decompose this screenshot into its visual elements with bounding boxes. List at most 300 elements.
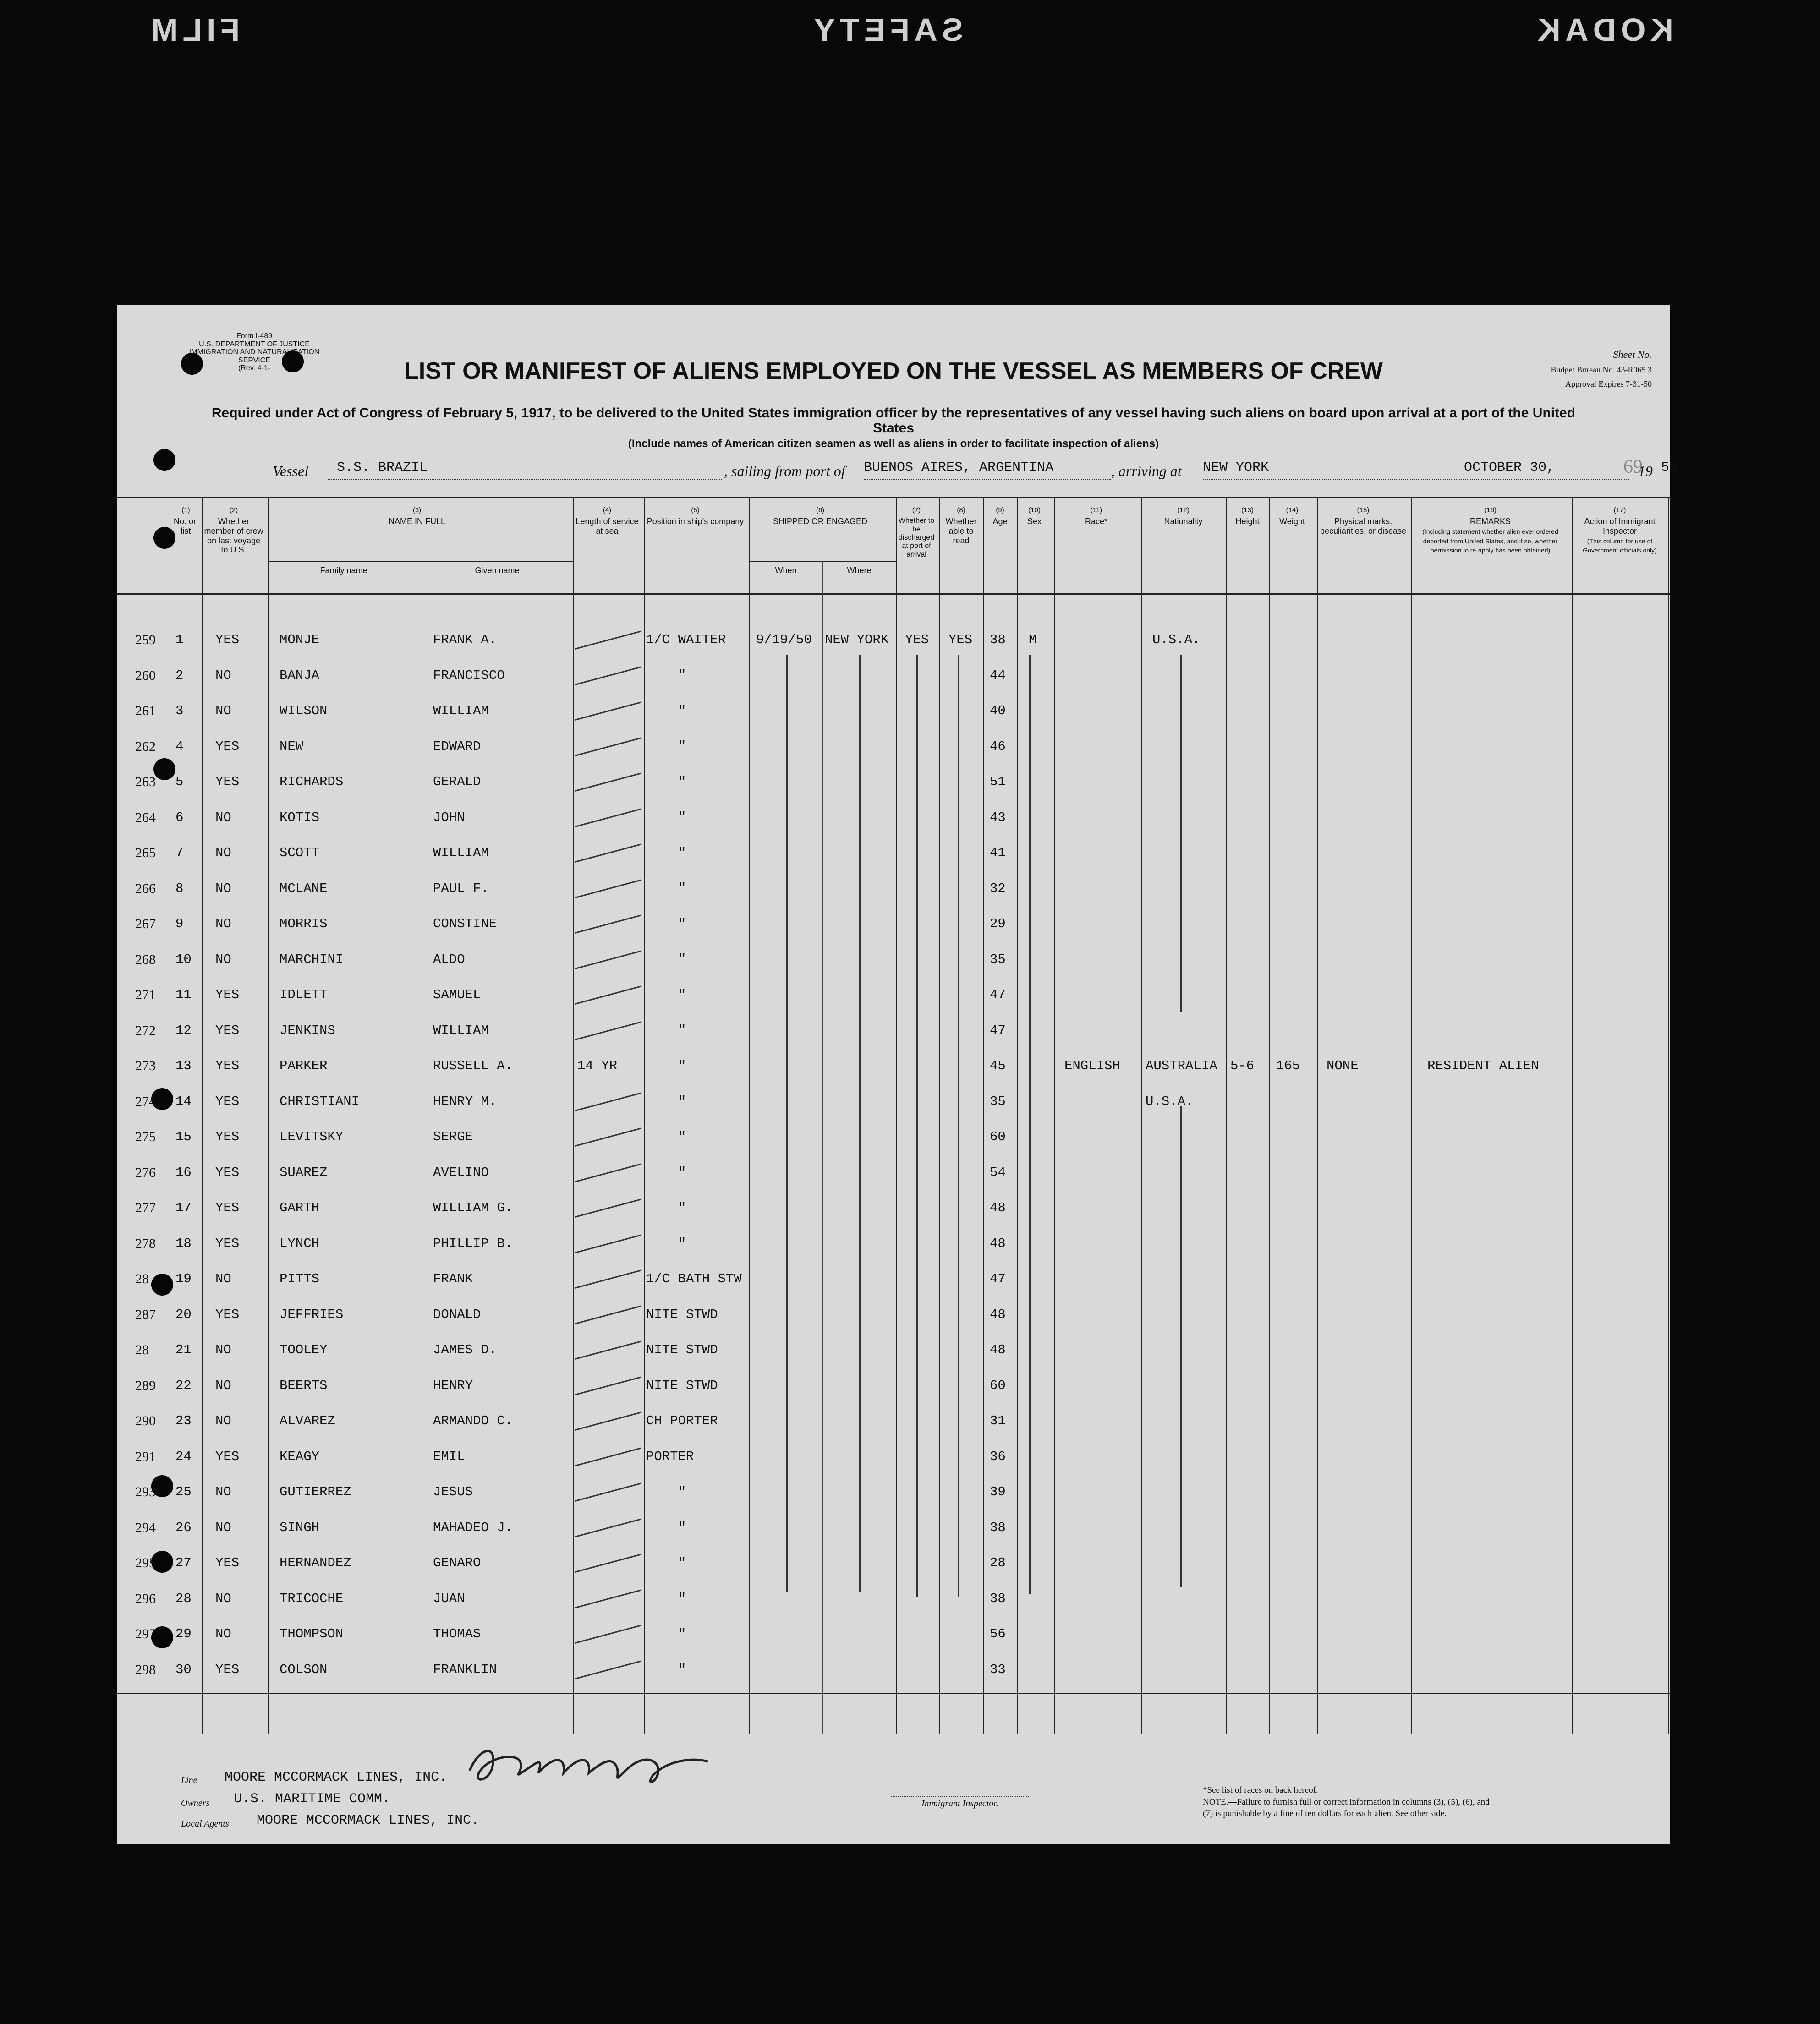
table-row: [117, 628, 1670, 655]
cell-position: ": [678, 1484, 686, 1499]
cell-position: ": [678, 1200, 686, 1215]
cell-hand: 268: [135, 952, 156, 967]
cell-prev: NO: [215, 810, 231, 825]
cell-position: ": [678, 1094, 686, 1109]
col-header-remarks: (16) REMARKS (Including statement whether alien ever ordered deported from United States, and if so, whether permission to re-apply has been obtained): [1422, 506, 1558, 554]
cell-age: 32: [990, 881, 1006, 896]
cell-age: 35: [990, 1094, 1006, 1109]
cell-given: EMIL: [433, 1449, 465, 1464]
cell-hand: 294: [135, 1520, 156, 1535]
cell-prev: YES: [215, 1023, 240, 1038]
arrival-year: 50: [1661, 460, 1678, 476]
cell-given: FRANK: [433, 1271, 473, 1286]
cell-position: ": [678, 1236, 686, 1251]
arrival-date: OCTOBER 30,: [1464, 460, 1555, 476]
ditto-line: [1180, 1106, 1182, 1587]
cell-given: GENARO: [433, 1555, 481, 1570]
cell-no: 22: [175, 1378, 192, 1393]
cell-age: 40: [990, 703, 1006, 718]
cell-no: 21: [175, 1342, 192, 1357]
cell-position: ": [678, 667, 686, 683]
cell-no: 13: [175, 1058, 192, 1073]
cell-position: ": [678, 1662, 686, 1677]
cell-prev: NO: [215, 703, 231, 718]
cell-given: ARMANDO C.: [433, 1413, 513, 1428]
cell-family: TRICOCHE: [280, 1591, 344, 1606]
cell-prev: NO: [215, 1342, 231, 1357]
ditto-line: [859, 655, 861, 1592]
cell-family: IDLETT: [280, 987, 328, 1002]
line-label: Line: [181, 1775, 197, 1785]
punch-hole: [153, 449, 175, 471]
ditto-line: [1180, 655, 1182, 1012]
approval-expiry: Approval Expires 7-31-50: [1565, 379, 1652, 388]
cell-family: SUAREZ: [280, 1165, 328, 1180]
cell-no: 15: [175, 1129, 192, 1144]
col-header-service: (4) Length of service at sea: [576, 506, 639, 536]
cell-given: SERGE: [433, 1129, 473, 1144]
cell-prev: NO: [215, 1378, 231, 1393]
table-row: [117, 841, 1670, 868]
cell-position: ": [678, 774, 686, 789]
page-title: LIST OR MANIFEST OF ALIENS EMPLOYED ON THE VESSEL AS MEMBERS OF CREW: [404, 358, 1383, 384]
cell-age: 38: [990, 1520, 1006, 1535]
page-instruction: (Include names of American citizen seamen as well as aliens in order to facilitate inspection of aliens): [628, 438, 1159, 450]
col-header-name: (3) NAME IN FULL: [388, 506, 446, 526]
col-header-discharged: (7) Whether to be discharged at port of arrival: [898, 506, 935, 558]
cell-hand: 272: [135, 1023, 156, 1038]
table-row: [117, 1515, 1670, 1543]
cell-position: ": [678, 703, 686, 718]
col-header-race: (11) Race*: [1085, 506, 1108, 526]
cell-hand: 296: [135, 1591, 156, 1606]
vessel-underline: [328, 479, 722, 480]
table-row: [117, 1586, 1670, 1614]
cell-no: 1: [175, 632, 184, 647]
sailing-port: BUENOS AIRES, ARGENTINA: [864, 460, 1054, 476]
cell-no: 25: [175, 1484, 192, 1499]
cell-given: JOHN: [433, 810, 465, 825]
cell-position: ": [678, 738, 686, 754]
cell-family: LEVITSKY: [280, 1129, 344, 1144]
cell-age: 56: [990, 1626, 1006, 1641]
table-row: [117, 1373, 1670, 1401]
sheet-number-label: Sheet No.: [1613, 349, 1652, 360]
cell-age: 31: [990, 1413, 1006, 1428]
table-row: [117, 1125, 1670, 1152]
table-row: [117, 1054, 1670, 1081]
table-row: [117, 947, 1670, 975]
cell-prev: NO: [215, 667, 231, 683]
cell-no: 11: [175, 987, 192, 1002]
table-top-rule: [117, 497, 1670, 498]
cell-family: MCLANE: [280, 881, 328, 896]
table-header-rule: [117, 593, 1670, 595]
cell-position: ": [678, 987, 686, 1002]
cell-prev: NO: [215, 1271, 231, 1286]
cell-no: 16: [175, 1165, 192, 1180]
cell-age: 33: [990, 1662, 1006, 1677]
table-row: [117, 1338, 1670, 1365]
table-row: [117, 1444, 1670, 1472]
cell-given: HENRY: [433, 1378, 473, 1393]
cell-family: SINGH: [280, 1520, 320, 1535]
ditto-line: [1029, 655, 1031, 1594]
cell-hand: 275: [135, 1129, 156, 1144]
table-row: [117, 876, 1670, 904]
cell-prev: NO: [215, 1413, 231, 1428]
col-header-where: Where: [847, 566, 872, 575]
col-header-nationality: (12) Nationality: [1164, 506, 1203, 526]
cell-family: NEW: [280, 738, 304, 754]
table-row: [117, 1551, 1670, 1578]
date-underline: [1459, 479, 1629, 480]
cell-position: PORTER: [646, 1449, 694, 1464]
cell-family: JENKINS: [280, 1023, 335, 1038]
cell-weight: 165: [1276, 1058, 1300, 1073]
cell-given: WILLIAM: [433, 703, 489, 718]
cell-given: JAMES D.: [433, 1342, 497, 1357]
col-header-able-to-read: (8) Whether able to read: [945, 506, 977, 545]
cell-age: 47: [990, 1271, 1006, 1286]
cell-position: ": [678, 1555, 686, 1570]
col-header-when: When: [775, 566, 797, 575]
cell-age: 48: [990, 1307, 1006, 1322]
table-row: [117, 1409, 1670, 1436]
cell-family: SCOTT: [280, 845, 320, 860]
cell-family: HERNANDEZ: [280, 1555, 351, 1570]
col-header-position: (5) Position in ship's company: [647, 506, 744, 526]
cell-no: 14: [175, 1094, 192, 1109]
cell-family: PARKER: [280, 1058, 328, 1073]
cell-prev: YES: [215, 632, 240, 647]
cell-no: 26: [175, 1520, 192, 1535]
ditto-line: [916, 655, 918, 1597]
table-row: [117, 734, 1670, 762]
table-row: [117, 912, 1670, 939]
cell-hand: 262: [135, 738, 156, 754]
cell-age: 45: [990, 1058, 1006, 1073]
cell-race: ENGLISH: [1064, 1058, 1120, 1073]
cell-nationality: AUSTRALIA: [1146, 1058, 1217, 1073]
cell-hand: 263: [135, 774, 156, 789]
col-header-shipped: (6) SHIPPED OR ENGAGED: [773, 506, 868, 526]
table-row: [117, 699, 1670, 726]
cell-hand: 259: [135, 632, 156, 647]
cell-given: AVELINO: [433, 1165, 489, 1180]
cell-family: RICHARDS: [280, 774, 344, 789]
cell-no: 24: [175, 1449, 192, 1464]
table-row: [117, 1160, 1670, 1188]
cell-age: 44: [990, 667, 1006, 683]
cell-given: FRANCISCO: [433, 667, 505, 683]
table-bottom-rule: [117, 1693, 1670, 1694]
cell-age: 60: [990, 1378, 1006, 1393]
table-row: [117, 770, 1670, 797]
vessel-name: S.S. BRAZIL: [337, 460, 428, 476]
cell-hand: 266: [135, 881, 156, 896]
cell-prev: YES: [215, 1449, 240, 1464]
table-row: [117, 983, 1670, 1010]
cell-no: 7: [175, 845, 184, 860]
cell-position: ": [678, 810, 686, 825]
cell-age: 51: [990, 774, 1006, 789]
cell-age: 38: [990, 1591, 1006, 1606]
col-header-physical-marks: (15) Physical marks, peculiarities, or disease: [1320, 506, 1407, 536]
cell-given: WILLIAM G.: [433, 1200, 513, 1215]
arrival-port: NEW YORK: [1203, 460, 1269, 476]
cell-age: 39: [990, 1484, 1006, 1499]
cell-hand: 28: [135, 1271, 149, 1286]
cell-position: 1/C WAITER: [646, 632, 726, 647]
cell-prev: NO: [215, 952, 231, 967]
cell-family: GARTH: [280, 1200, 320, 1215]
cell-given: DONALD: [433, 1307, 481, 1322]
form-department: U.S. DEPARTMENT OF JUSTICE: [199, 340, 310, 348]
cell-position: NITE STWD: [646, 1342, 718, 1357]
cell-discharged: YES: [905, 632, 929, 647]
page-subtitle: Required under Act of Congress of February 5, 1917, to be delivered to the United States immigration officer by the representatives of any vessel having such aliens on board upon arrival at a port of the United States: [211, 405, 1576, 436]
cell-family: KEAGY: [280, 1449, 320, 1464]
owners-label: Owners: [181, 1798, 210, 1808]
cell-hand: 260: [135, 667, 156, 683]
cell-given: HENRY M.: [433, 1094, 497, 1109]
cell-hand: 265: [135, 845, 156, 860]
cell-given: PHILLIP B.: [433, 1236, 513, 1251]
cell-prev: NO: [215, 1591, 231, 1606]
cell-prev: NO: [215, 845, 231, 860]
races-note: *See list of races on back hereof.: [1203, 1785, 1318, 1795]
cell-age: 48: [990, 1200, 1006, 1215]
cell-position: ": [678, 881, 686, 896]
cell-marks: NONE: [1327, 1058, 1359, 1073]
cell-given: WILLIAM: [433, 845, 489, 860]
local-agents-value: MOORE MCCORMACK LINES, INC.: [257, 1813, 480, 1828]
col-header-previous-voyage: (2) Whether member of crew on last voyage to U.S.: [204, 506, 263, 555]
cell-no: 23: [175, 1413, 192, 1428]
cell-family: GUTIERREZ: [280, 1484, 351, 1499]
sheet-page-number: 69: [1623, 456, 1643, 477]
cell-prev: YES: [215, 1165, 240, 1180]
col-header-height: (13) Height: [1235, 506, 1260, 526]
cell-position: ": [678, 1129, 686, 1144]
cell-given: CONSTINE: [433, 916, 497, 931]
cell-no: 6: [175, 810, 184, 825]
cell-hand: 277: [135, 1200, 156, 1215]
cell-prev: YES: [215, 1129, 240, 1144]
film-edge-kodak: KODAK: [1533, 12, 1673, 48]
cell-no: 12: [175, 1023, 192, 1038]
cell-age: 60: [990, 1129, 1006, 1144]
crew-table: [117, 497, 1670, 1734]
cell-hand: 297: [135, 1626, 156, 1641]
cell-no: 29: [175, 1626, 192, 1641]
cell-when: 9/19/50: [756, 632, 812, 647]
cell-family: JEFFRIES: [280, 1307, 344, 1322]
cell-family: TOOLEY: [280, 1342, 328, 1357]
immigrant-inspector-line: Immigrant Inspector.: [891, 1796, 1029, 1809]
cell-prev: YES: [215, 1058, 240, 1073]
cell-age: 47: [990, 1023, 1006, 1038]
table-row: [117, 1018, 1670, 1046]
vessel-label: Vessel: [273, 463, 309, 479]
cell-hand: 267: [135, 916, 156, 931]
cell-age: 35: [990, 952, 1006, 967]
cell-hand: 276: [135, 1165, 156, 1180]
port-underline: [864, 479, 1111, 480]
cell-hand: 264: [135, 810, 156, 825]
cell-given: JESUS: [433, 1484, 473, 1499]
cell-hand: 290: [135, 1413, 156, 1428]
cell-no: 2: [175, 667, 184, 683]
cell-age: 48: [990, 1342, 1006, 1357]
table-row: [117, 1196, 1670, 1223]
form-number: Form I-489: [236, 332, 273, 340]
cell-hand: 289: [135, 1378, 156, 1393]
cell-prev: NO: [215, 916, 231, 931]
cell-age: 28: [990, 1555, 1006, 1570]
cell-prev: YES: [215, 774, 240, 789]
cell-given: MAHADEO J.: [433, 1520, 513, 1535]
film-edge-film: FILM: [147, 12, 240, 48]
col-header-no: (1) No. on list: [173, 506, 198, 536]
cell-given: FRANKLIN: [433, 1662, 497, 1677]
cell-position: NITE STWD: [646, 1378, 718, 1393]
cell-prev: YES: [215, 1307, 240, 1322]
cell-position: ": [678, 1165, 686, 1180]
footer-notes: [1203, 1784, 1496, 1820]
cell-family: MORRIS: [280, 916, 328, 931]
cell-where: NEW YORK: [825, 632, 889, 647]
cell-family: CHRISTIANI: [280, 1094, 360, 1109]
cell-position: ": [678, 952, 686, 967]
cell-prev: YES: [215, 1094, 240, 1109]
table-row: [117, 1267, 1670, 1294]
cell-age: 47: [990, 987, 1006, 1002]
cell-no: 10: [175, 952, 192, 967]
cell-position: CH PORTER: [646, 1413, 718, 1428]
cell-no: 28: [175, 1591, 192, 1606]
col-header-family-name: Family name: [320, 566, 367, 575]
cell-family: MARCHINI: [280, 952, 344, 967]
table-row: [117, 1231, 1670, 1259]
table-row: [117, 1657, 1670, 1685]
ditto-line: [958, 655, 959, 1597]
film-edge-markings: [0, 0, 1820, 60]
cell-position: ": [678, 845, 686, 860]
cell-sex: M: [1029, 632, 1037, 647]
cell-prev: YES: [215, 1555, 240, 1570]
table-row: [117, 663, 1670, 691]
cell-family: THOMPSON: [280, 1626, 344, 1641]
cell-prev: YES: [215, 987, 240, 1002]
cell-family: ALVAREZ: [280, 1413, 335, 1428]
cell-family: LYNCH: [280, 1236, 320, 1251]
cell-hand: 28: [135, 1342, 149, 1357]
table-row: [117, 1480, 1670, 1507]
cell-no: 20: [175, 1307, 192, 1322]
cell-remarks: RESIDENT ALIEN: [1427, 1058, 1539, 1073]
cell-no: 27: [175, 1555, 192, 1570]
cell-given: FRANK A.: [433, 632, 497, 647]
cell-prev: NO: [215, 1484, 231, 1499]
ditto-line: [786, 655, 788, 1592]
cell-given: GERALD: [433, 774, 481, 789]
cell-family: MONJE: [280, 632, 320, 647]
form-service: IMMIGRATION AND NATURALIZATION SERVICE: [189, 348, 320, 364]
cell-hand: 278: [135, 1236, 156, 1251]
cell-position: ": [678, 916, 686, 931]
cell-position: ": [678, 1520, 686, 1535]
cell-given: EDWARD: [433, 738, 481, 754]
cell-hand: 274: [135, 1094, 156, 1109]
manifest-sheet: [117, 305, 1678, 1844]
cell-hand: 291: [135, 1449, 156, 1464]
cell-nationality: U.S.A.: [1152, 632, 1201, 647]
col-header-sex: (10) Sex: [1027, 506, 1042, 526]
cell-no: 4: [175, 738, 184, 754]
cell-given: JUAN: [433, 1591, 465, 1606]
cell-hand: 261: [135, 703, 156, 718]
film-edge-safety: SAFETY: [809, 12, 964, 48]
cell-given: SAMUEL: [433, 987, 481, 1002]
cell-hand: 293: [135, 1484, 156, 1499]
cell-family: COLSON: [280, 1662, 328, 1677]
cell-position: 1/C BATH STW: [646, 1271, 742, 1286]
cell-hand: 271: [135, 987, 156, 1002]
arriving-label: , arriving at: [1111, 463, 1182, 479]
cell-hand: 273: [135, 1058, 156, 1073]
col-header-age: (9) Age: [992, 506, 1008, 526]
cell-prev: NO: [215, 881, 231, 896]
name-subheader-rule: [268, 561, 573, 562]
col-header-weight: (14) Weight: [1279, 506, 1305, 526]
cell-family: BEERTS: [280, 1378, 328, 1393]
cell-given: THOMAS: [433, 1626, 481, 1641]
table-row: [117, 1302, 1670, 1330]
cell-given: ALDO: [433, 952, 465, 967]
cell-no: 5: [175, 774, 184, 789]
cell-family: PITTS: [280, 1271, 320, 1286]
cell-position: ": [678, 1591, 686, 1606]
cell-age: 43: [990, 810, 1006, 825]
inspector-signature: [460, 1729, 713, 1794]
cell-hand: 287: [135, 1307, 156, 1322]
cell-position: ": [678, 1058, 686, 1073]
manifest-footer: [117, 1734, 1670, 1844]
arrival-underline: [1203, 479, 1457, 480]
cell-family: WILSON: [280, 703, 328, 718]
cell-age: 36: [990, 1449, 1006, 1464]
cell-given: RUSSELL A.: [433, 1058, 513, 1073]
cell-no: 19: [175, 1271, 192, 1286]
cell-prev: NO: [215, 1626, 231, 1641]
cell-family: KOTIS: [280, 810, 320, 825]
cell-age: 38: [990, 632, 1006, 647]
cell-age: 29: [990, 916, 1006, 931]
table-row: [117, 1089, 1670, 1117]
cell-nationality: U.S.A.: [1146, 1094, 1194, 1109]
cell-age: 48: [990, 1236, 1006, 1251]
cell-no: 30: [175, 1662, 192, 1677]
cell-hand: 295: [135, 1555, 156, 1570]
vessel-line: [273, 460, 1678, 490]
cell-no: 3: [175, 703, 184, 718]
year-prefix: 19: [1638, 463, 1653, 479]
owners-value: U.S. MARITIME COMM.: [234, 1791, 391, 1807]
cell-prev: NO: [215, 1520, 231, 1535]
cell-age: 46: [990, 738, 1006, 754]
